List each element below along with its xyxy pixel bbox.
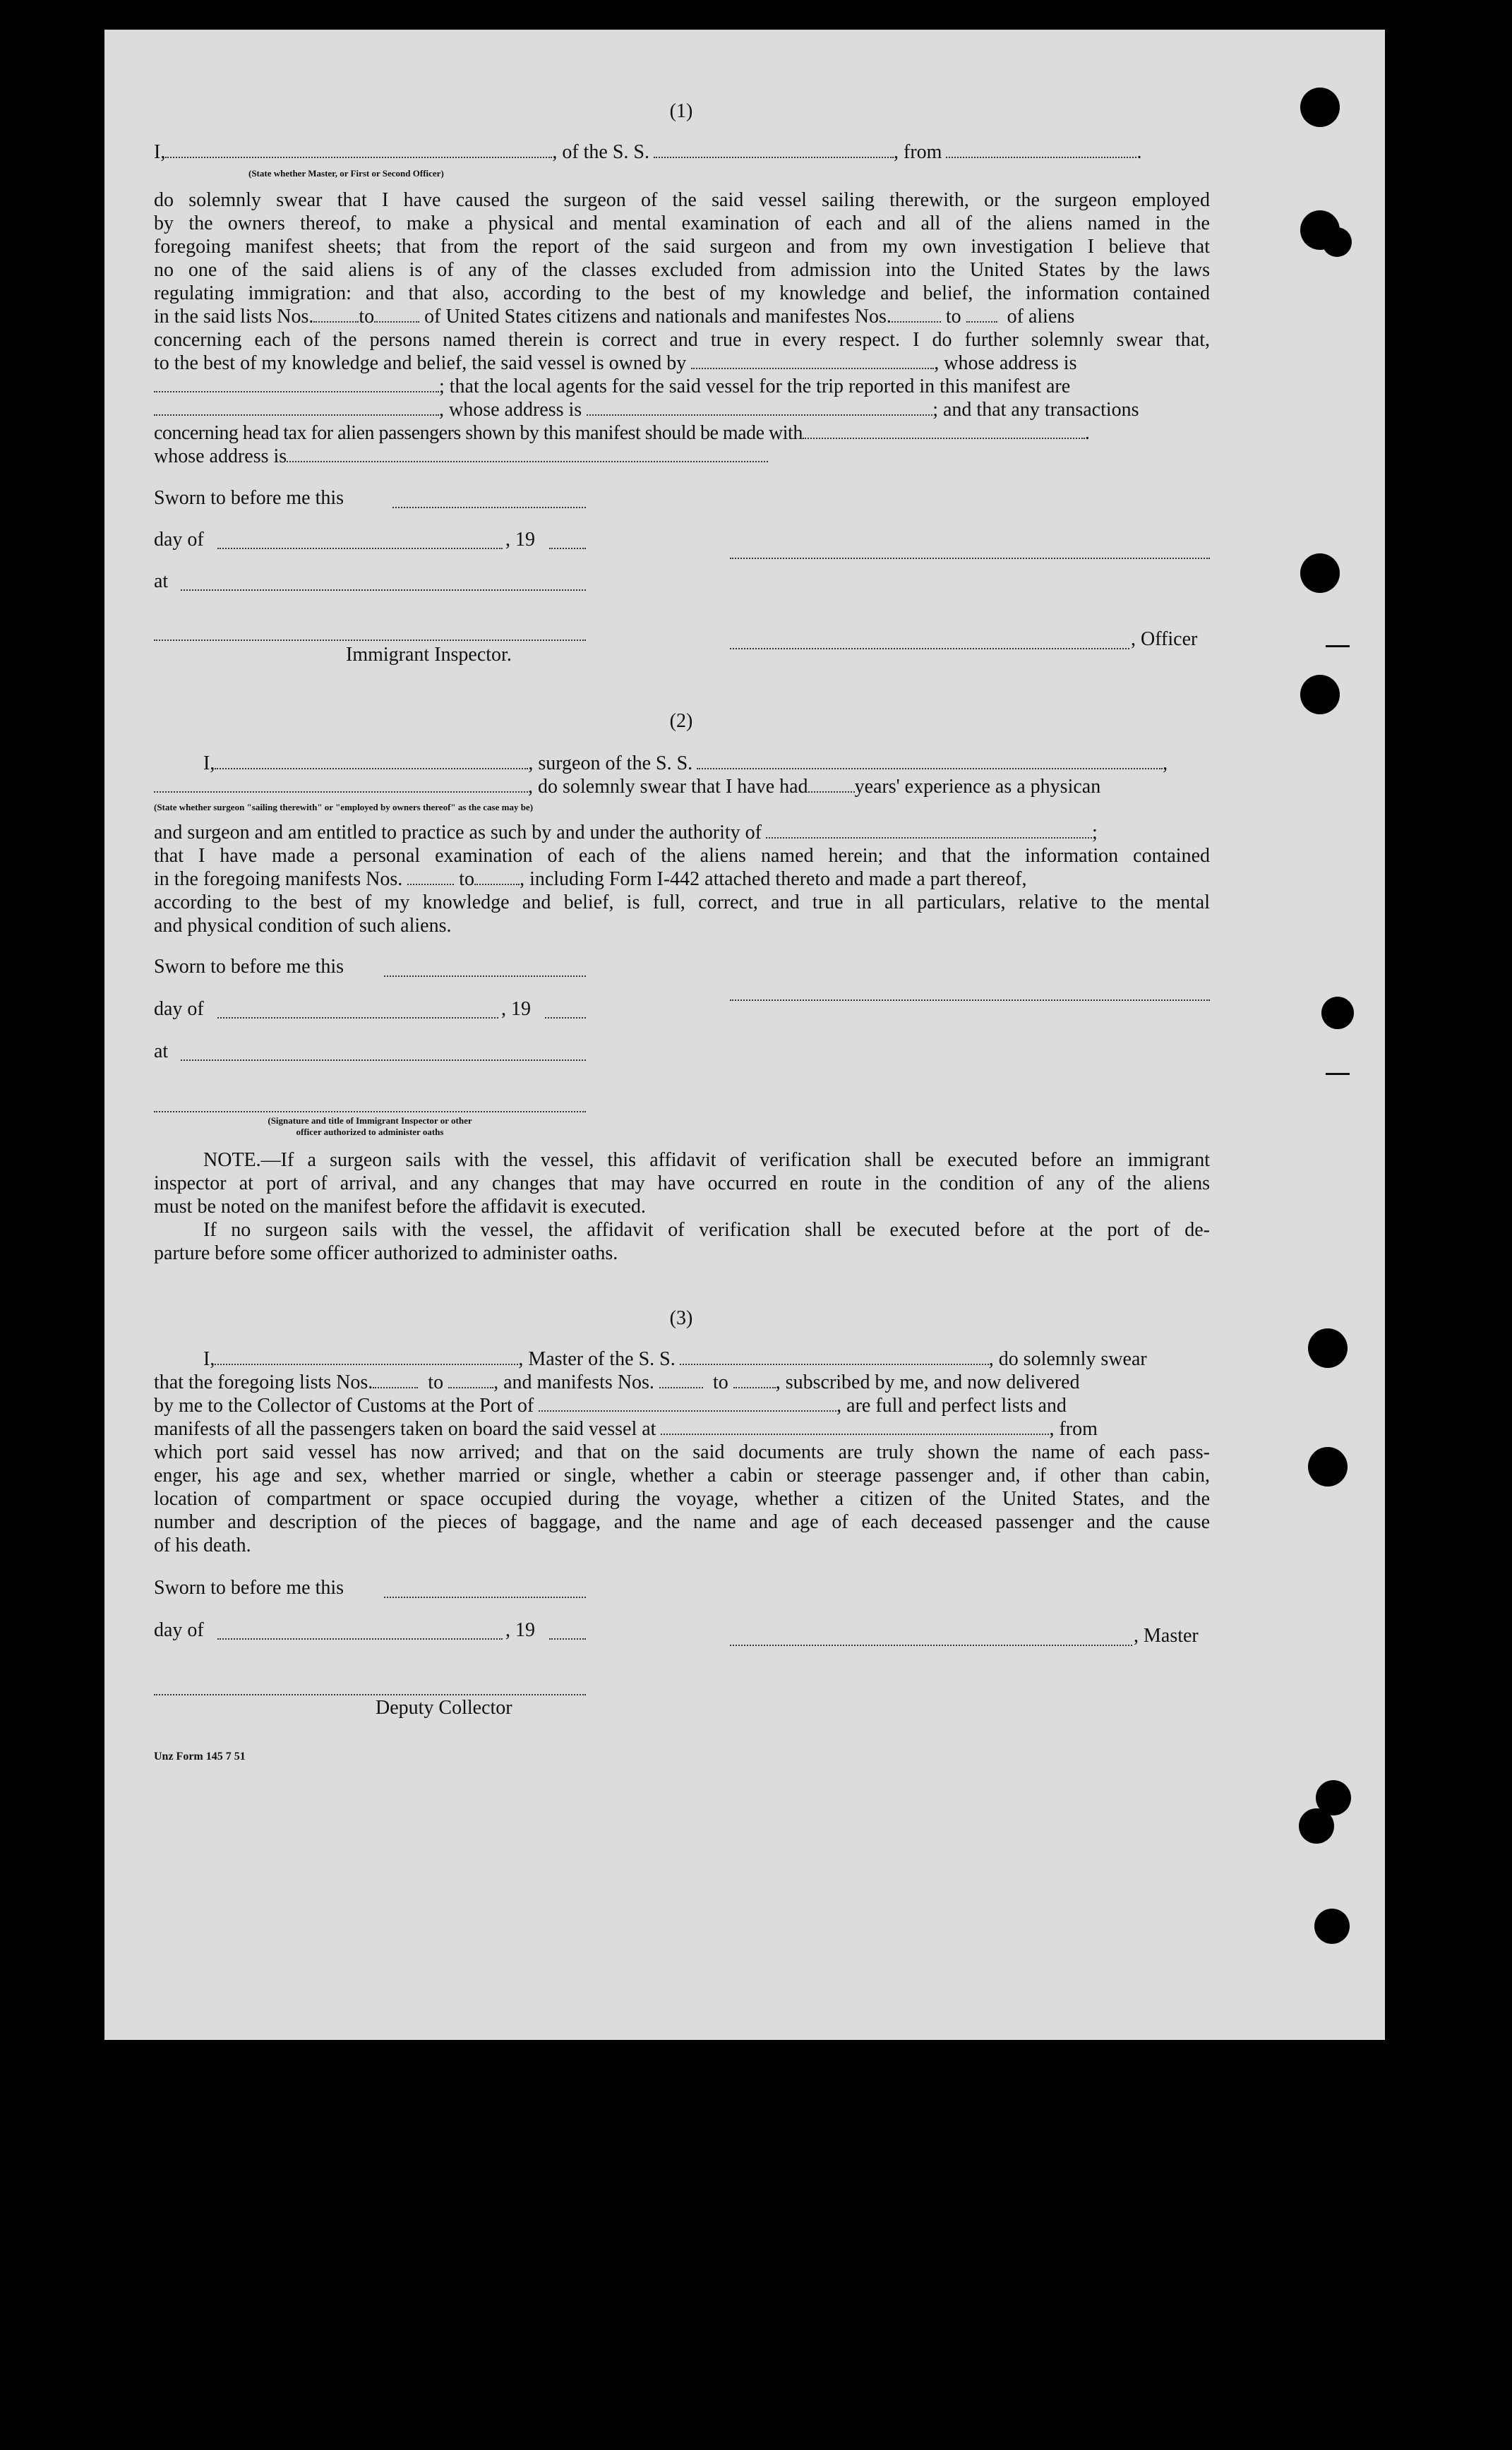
s3-para-1: which port said vessel has now arrived; and that on the said documents are truly shown the name of each pass- bbox=[154, 1441, 1210, 1463]
s1-inspector-label: Immigrant Inspector. bbox=[346, 644, 512, 666]
s3-dayof-label: day of bbox=[154, 1619, 204, 1641]
s1-line-12: whose address is bbox=[154, 445, 1210, 468]
s1-line-7: concerning each of the persons named therein is correct and true in every respect. I do further solemnly swear that, bbox=[154, 329, 1210, 351]
s1-line-1: I, , of the S. S. , from . bbox=[154, 141, 1142, 163]
section-2-number: (2) bbox=[669, 710, 693, 732]
s2-inspector-signature-line bbox=[154, 1111, 586, 1112]
s2-note-5: parture before some officer authorized to administer oaths. bbox=[154, 1242, 618, 1264]
s2-sig-note-1: (Signature and title of Immigrant Inspector or other bbox=[268, 1115, 472, 1126]
s1-para-5: regulating immigration: and that also, according to the best of my knowledge and belief, the information contained bbox=[154, 282, 1210, 304]
s3-line-4: manifests of all the passengers taken on board the said vessel at , from bbox=[154, 1418, 1098, 1440]
s1-line-9: ; that the local agents for the said vessel for the trip reported in this manifest are bbox=[154, 376, 1210, 398]
s1-dayof-blank bbox=[217, 548, 503, 549]
punch-hole-6 bbox=[1321, 997, 1354, 1029]
s1-dayof-label: day of bbox=[154, 529, 204, 551]
s3-dayof-blank bbox=[217, 1638, 503, 1640]
s2-at-label: at bbox=[154, 1040, 169, 1062]
s1-line-8: to the best of my knowledge and belief, the said vessel is owned by , whose address is bbox=[154, 352, 1077, 374]
s1-signature-line bbox=[730, 558, 1210, 559]
s2-line-4: that I have made a personal examination of each of the aliens named herein; and that the information contained bbox=[154, 845, 1210, 867]
s1-para-1: do solemnly swear that I have caused the surgeon of the said vessel sailing therewith, or the surgeon employed bbox=[154, 189, 1210, 211]
s1-officer-line bbox=[730, 648, 1129, 649]
s1-sworn-blank bbox=[392, 507, 586, 508]
s2-line-2: , do solemnly swear that I have had years' experience as a physican bbox=[154, 776, 1210, 798]
s3-line-3: by me to the Collector of Customs at the Port of , are full and perfect lists and bbox=[154, 1395, 1067, 1417]
s2-signature-line bbox=[730, 999, 1210, 1001]
s3-line-1: I, , Master of the S. S. , do solemnly swear bbox=[203, 1348, 1147, 1370]
form-identifier: Unz Form 145 7 51 bbox=[154, 1751, 246, 1763]
s3-sworn-blank bbox=[384, 1597, 586, 1598]
s3-collector-line bbox=[154, 1694, 586, 1695]
s1-line-11: concerning head tax for alien passengers shown by this manifest should be made with . bbox=[154, 422, 1090, 444]
s3-year-blank bbox=[549, 1638, 586, 1640]
s2-line-3: and surgeon and am entitled to practice as such by and under the authority of ; bbox=[154, 822, 1098, 843]
margin-mark-1 bbox=[1326, 645, 1350, 647]
s1-para-4: no one of the said aliens is of any of the classes excluded from admission into the United States by the laws bbox=[154, 259, 1210, 281]
s2-sig-note-2: officer authorized to administer oaths bbox=[296, 1127, 444, 1137]
s2-note-1: NOTE.—If a surgeon sails with the vessel, this affidavit of verification shall be executed before an immigrant bbox=[203, 1149, 1210, 1171]
s1-officer-label: , Officer bbox=[1131, 628, 1198, 650]
s2-note-4: If no surgeon sails with the vessel, the affidavit of verification shall be executed before at the port of de- bbox=[203, 1219, 1210, 1241]
s2-surgeon-note: (State whether surgeon "sailing therewith" or "employed by owners thereof" as the case may be) bbox=[154, 802, 534, 812]
s1-year-label: , 19 bbox=[505, 529, 535, 551]
margin-mark-2 bbox=[1326, 1073, 1350, 1075]
s2-note-3: must be noted on the manifest before the affidavit is executed. bbox=[154, 1196, 646, 1218]
punch-hole-11 bbox=[1314, 1909, 1350, 1944]
s1-para-2: by the owners thereof, to make a physical and mental examination of each and all of the aliens named in the bbox=[154, 212, 1210, 234]
s3-para-3: location of compartment or space occupied during the voyage, whether a citizen of the United States, and the bbox=[154, 1488, 1210, 1510]
s2-dayof-label: day of bbox=[154, 998, 204, 1020]
s3-last-line: of his death. bbox=[154, 1535, 251, 1556]
s3-year-label: , 19 bbox=[505, 1619, 535, 1641]
s1-line-10: , whose address is ; and that any transactions bbox=[154, 399, 1210, 421]
punch-hole-5 bbox=[1300, 675, 1340, 714]
s1-at-label: at bbox=[154, 570, 169, 592]
s1-line-6: in the said lists Nos. to of United States citizens and nationals and manifestes Nos. to of aliens bbox=[154, 306, 1075, 328]
section-1-number: (1) bbox=[669, 100, 693, 122]
s2-line-7: and physical condition of such aliens. bbox=[154, 915, 452, 937]
s2-year-label: , 19 bbox=[501, 998, 531, 1020]
section-3-number: (3) bbox=[669, 1307, 693, 1329]
s1-inspector-line bbox=[154, 639, 586, 641]
s1-year-blank bbox=[549, 548, 586, 549]
s2-dayof-blank bbox=[217, 1017, 498, 1019]
s2-line-5: in the foregoing manifests Nos. to , including Form I-442 attached thereto and made a part thereof, bbox=[154, 868, 1027, 890]
s1-sworn-label: Sworn to before me this bbox=[154, 487, 344, 509]
s3-para-4: number and description of the pieces of baggage, and the name and age of each deceased passenger and the cause bbox=[154, 1511, 1210, 1533]
punch-hole-4 bbox=[1300, 553, 1340, 593]
s2-line-1: I, , surgeon of the S. S. , bbox=[203, 752, 1168, 774]
s1-para-3: foregoing manifest sheets; that from the report of the said surgeon and from my own investigation I believe that bbox=[154, 236, 1210, 258]
s1-at-blank bbox=[181, 589, 586, 591]
s3-master-line bbox=[730, 1645, 1132, 1646]
s2-line-6: according to the best of my knowledge and belief, is full, correct, and true in all particulars, relative to the mental bbox=[154, 891, 1210, 913]
s2-at-blank bbox=[181, 1059, 586, 1061]
s3-sworn-label: Sworn to before me this bbox=[154, 1577, 344, 1599]
s3-para-2: enger, his age and sex, whether married or single, whether a cabin or steerage passenger and, if other than cabin, bbox=[154, 1465, 1210, 1487]
s1-master-note: (State whether Master, or First or Second Officer) bbox=[248, 168, 444, 179]
s2-sworn-label: Sworn to before me this bbox=[154, 956, 344, 978]
s3-line-2: that the foregoing lists Nos. to , and manifests Nos. to , subscribed by me, and now delivered bbox=[154, 1371, 1080, 1393]
s3-master-label: , Master bbox=[1134, 1625, 1199, 1647]
s2-year-blank bbox=[545, 1017, 586, 1019]
s2-sworn-blank bbox=[384, 975, 586, 977]
s3-collector-label: Deputy Collector bbox=[376, 1697, 512, 1719]
s2-note-2: inspector at port of arrival, and any changes that may have occurred en route in the condition of any of the aliens bbox=[154, 1172, 1210, 1194]
punch-hole-7 bbox=[1308, 1328, 1348, 1368]
punch-hole-3 bbox=[1322, 227, 1352, 257]
punch-hole-10 bbox=[1299, 1808, 1334, 1844]
punch-hole-8 bbox=[1308, 1447, 1348, 1487]
